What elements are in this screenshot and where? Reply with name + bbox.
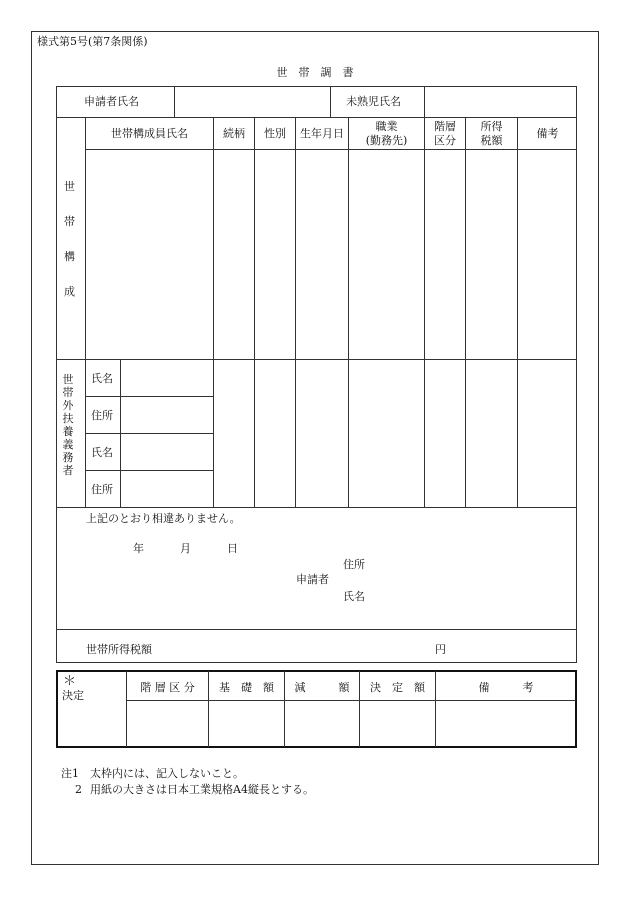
- column-class: 階層: [434, 120, 456, 133]
- decision-mark: ＊: [63, 674, 77, 689]
- household-members-area[interactable]: [87, 151, 575, 357]
- outside-row-label: 氏名: [91, 372, 113, 385]
- outside-address-field[interactable]: [122, 472, 212, 506]
- decision-base-amount: 基 礎 額: [219, 681, 274, 694]
- decision-class-division: 階 層 区 分: [140, 681, 195, 694]
- column-income-tax: 所得: [480, 120, 503, 133]
- household-section-label-1: 世: [64, 180, 75, 193]
- outside-row-label: 住所: [91, 409, 113, 422]
- household-section-label-4: 成: [64, 285, 75, 298]
- applicant-name-field[interactable]: [176, 88, 328, 115]
- minor-name-label: 未熟児氏名: [346, 95, 401, 108]
- note2-prefix: 2: [75, 783, 82, 796]
- column-class-sub: 区分: [434, 134, 456, 147]
- household-section-label-3: 構: [64, 250, 75, 263]
- note1-prefix: 注1: [61, 767, 79, 780]
- column-occupation: 職業: [375, 120, 398, 133]
- column-income-tax-sub: 税額: [480, 134, 503, 147]
- column-remarks: 備考: [536, 127, 559, 140]
- applicant-label: 申請者: [296, 573, 329, 586]
- decision-remarks: 備 考: [478, 681, 534, 694]
- applicant-address-label: 住所: [343, 558, 365, 571]
- column-sex: 性別: [264, 127, 286, 140]
- page-title: 世 帯 調 書: [276, 66, 354, 79]
- date-month-label: 月: [180, 542, 191, 555]
- declaration-text: 上記のとおり相違ありません。: [86, 512, 241, 525]
- decision-decided-amount: 決 定 額: [370, 681, 425, 694]
- date-day-label: 日: [227, 542, 238, 555]
- note1-text: 太枠内には、記入しないこと。: [90, 767, 244, 780]
- column-birth-date: 生年月日: [300, 127, 344, 140]
- column-relation: 続柄: [223, 127, 245, 140]
- decision-reduction: 減 額: [294, 681, 350, 694]
- form-number: 様式第5号(第7条関係): [37, 35, 148, 48]
- household-section-label-2: 帯: [64, 215, 75, 228]
- column-member-name: 世帯構成員氏名: [111, 127, 188, 140]
- outside-name-field[interactable]: [122, 435, 212, 469]
- date-year-label: 年: [133, 542, 144, 555]
- yen-unit: 円: [435, 643, 446, 656]
- applicant-name-sign-label: 氏名: [343, 590, 365, 603]
- note2-text: 用紙の大きさは日本工業規格A4縦長とする。: [90, 783, 314, 796]
- outside-supporter-label: 世帯外扶養義務者: [62, 373, 74, 477]
- outside-row-label: 住所: [91, 483, 113, 496]
- household-tax-label: 世帯所得税額: [86, 643, 152, 656]
- applicant-name-label: 申請者氏名: [84, 95, 139, 108]
- column-occupation-sub: (勤務先): [365, 134, 408, 147]
- minor-name-field[interactable]: [426, 88, 575, 115]
- decision-label: 決定: [62, 689, 84, 702]
- outside-name-field[interactable]: [122, 361, 212, 395]
- outside-row-label: 氏名: [91, 446, 113, 459]
- outside-address-field[interactable]: [122, 398, 212, 432]
- household-tax-field[interactable]: [170, 635, 430, 659]
